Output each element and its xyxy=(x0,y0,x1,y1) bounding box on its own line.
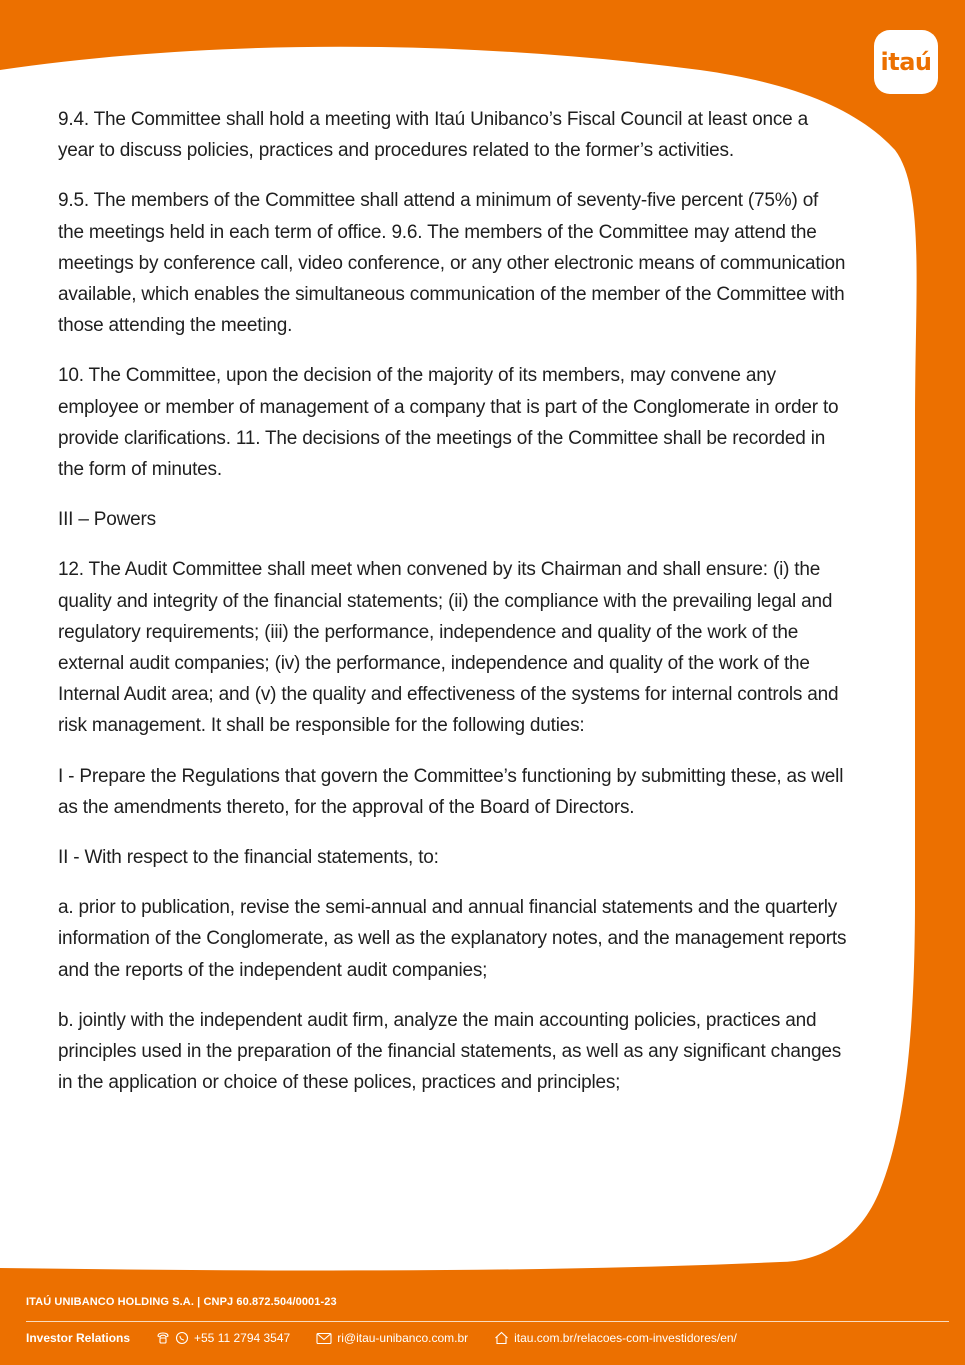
phone-icon xyxy=(156,1331,170,1345)
paragraph-9-4: 9.4. The Committee shall hold a meeting with Itaú Unibanco’s Fiscal Council at least once a year to discuss policies, practices and procedures related to the former’s activities. xyxy=(58,109,808,162)
investor-relations-label: Investor Relations xyxy=(26,1331,131,1345)
logo-text: itaú xyxy=(880,48,932,76)
document-body xyxy=(58,104,848,1117)
home-icon xyxy=(494,1331,509,1345)
item-ii: II - With respect to the financial statements, to: xyxy=(58,847,439,869)
phone-contact[interactable] xyxy=(156,1331,290,1345)
paragraph-10: 10. The Committee, upon the decision of the majority of its members, may convene any employee or member of management of a company that is part of the Conglomerate in order to provide clarifications. 11. The decisions of the meetings of the Committee shall be recorded in the form of minutes. xyxy=(58,365,839,481)
website-contact[interactable] xyxy=(494,1331,737,1345)
item-i: I - Prepare the Regulations that govern the Committee’s functioning by submitting these, as well as the amendments thereto, for the approval of the Board of Directors. xyxy=(58,765,844,818)
paragraph-9-5: 9.5. The members of the Committee shall attend a minimum of seventy-five percent (75%) of the meetings held in each term of office. 9.6. The members of the Committee may attend the meetings by conference call, video conference, or any other electronic means of communication available, which enables the simultaneous communication of the member of the Committee with those attending the meeting. xyxy=(58,190,846,337)
website-link[interactable]: itau.com.br/relacoes-com-investidores/en/ xyxy=(514,1331,737,1345)
email-contact[interactable] xyxy=(316,1331,468,1345)
item-b: b. jointly with the independent audit firm, analyze the main accounting policies, practices and principles used in the preparation of the financial statements, as well as any significant changes in the application or choice of these polices, practices and principles; xyxy=(58,1009,842,1094)
email-link[interactable]: ri@itau-unibanco.com.br xyxy=(337,1331,469,1345)
mail-icon xyxy=(316,1332,332,1345)
footer-contacts xyxy=(26,1331,949,1345)
phone-number: +55 11 2794 3547 xyxy=(194,1331,291,1345)
section-heading-powers: III – Powers xyxy=(58,509,156,531)
whatsapp-icon xyxy=(175,1331,189,1345)
paragraph-12: 12. The Audit Committee shall meet when convened by its Chairman and shall ensure: (i) the quality and integrity of the financial statements; (ii) the compliance with the prevailing legal and regulatory requirements; (iii) the performance, independence and quality of the work of the external audit companies; (iv) the performance, independence and quality of the work of the Internal Audit area; and (v) the quality and effectiveness of the systems for internal controls and risk management. It shall be responsible for the following duties: xyxy=(58,559,839,737)
footer xyxy=(26,1296,949,1345)
item-a: a. prior to publication, revise the semi-annual and annual financial statements and the quarterly information of the Conglomerate, as well as the explanatory notes, and the management reports and the reports of the independent audit companies; xyxy=(58,897,847,981)
itau-logo[interactable] xyxy=(874,30,938,94)
company-info: ITAÚ UNIBANCO HOLDING S.A. | CNPJ 60.872.504/0001-23 xyxy=(26,1296,337,1308)
footer-divider xyxy=(26,1321,949,1322)
